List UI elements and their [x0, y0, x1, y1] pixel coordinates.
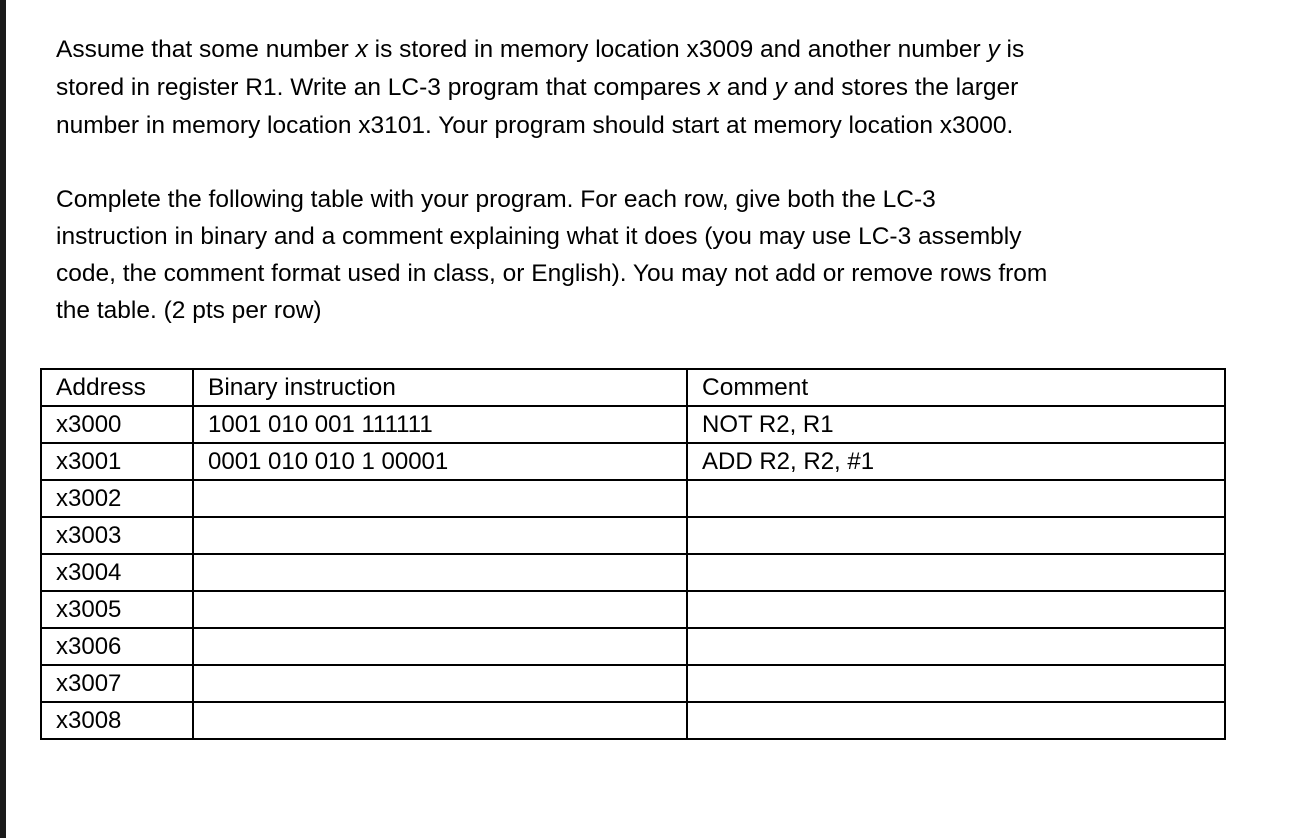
table-row — [41, 554, 1225, 591]
question-paragraph-1 — [56, 31, 1236, 145]
variable-y: y — [987, 36, 1000, 63]
binary-cell[interactable] — [193, 702, 687, 739]
binary-cell[interactable] — [193, 665, 687, 702]
variable-x: x — [355, 36, 368, 63]
table-row — [41, 591, 1225, 628]
comment-cell[interactable] — [687, 702, 1225, 739]
table-row — [41, 443, 1225, 480]
binary-cell[interactable] — [193, 480, 687, 517]
comment-cell[interactable] — [687, 554, 1225, 591]
address-cell: x3005 — [41, 591, 193, 628]
comment-cell[interactable] — [687, 628, 1225, 665]
binary-cell[interactable] — [193, 628, 687, 665]
binary-cell[interactable]: 1001 010 001 111111 — [193, 406, 687, 443]
program-table — [40, 368, 1226, 740]
window-left-edge — [0, 0, 6, 838]
table-header-row — [41, 369, 1225, 406]
comment-cell[interactable] — [687, 591, 1225, 628]
table-row — [41, 628, 1225, 665]
address-cell: x3003 — [41, 517, 193, 554]
table-row — [41, 406, 1225, 443]
comment-cell[interactable]: ADD R2, R2, #1 — [687, 443, 1225, 480]
question-paragraph-2 — [56, 181, 1236, 329]
paragraph-line: number in memory location x3101. Your program should start at memory location x3000. — [56, 112, 1014, 139]
address-cell: x3008 — [41, 702, 193, 739]
address-cell: x3001 — [41, 443, 193, 480]
comment-cell[interactable] — [687, 665, 1225, 702]
header-binary-instruction: Binary instruction — [193, 369, 687, 406]
table-row — [41, 702, 1225, 739]
address-cell: x3002 — [41, 480, 193, 517]
address-cell: x3007 — [41, 665, 193, 702]
table-row — [41, 665, 1225, 702]
paragraph-line: Assume that some number x is stored in memory location x3009 and another number y is — [56, 36, 1025, 63]
paragraph-line: code, the comment format used in class, or English). You may not add or remove rows from — [56, 260, 1048, 287]
header-comment: Comment — [687, 369, 1225, 406]
address-cell: x3006 — [41, 628, 193, 665]
variable-x: x — [707, 74, 721, 101]
binary-cell[interactable]: 0001 010 010 1 00001 — [193, 443, 687, 480]
binary-cell[interactable] — [193, 591, 687, 628]
paragraph-line: stored in register R1. Write an LC-3 program that compares x and y and stores the larger — [56, 74, 1019, 101]
comment-cell[interactable] — [687, 480, 1225, 517]
table-row — [41, 480, 1225, 517]
header-address: Address — [41, 369, 193, 406]
paragraph-line: Complete the following table with your program. For each row, give both the LC-3 — [56, 186, 936, 213]
binary-cell[interactable] — [193, 517, 687, 554]
binary-cell[interactable] — [193, 554, 687, 591]
paragraph-line: instruction in binary and a comment explaining what it does (you may use LC-3 assembly — [56, 223, 1022, 250]
address-cell: x3000 — [41, 406, 193, 443]
table-row — [41, 517, 1225, 554]
variable-y: y — [774, 74, 787, 101]
comment-cell[interactable] — [687, 517, 1225, 554]
address-cell: x3004 — [41, 554, 193, 591]
comment-cell[interactable]: NOT R2, R1 — [687, 406, 1225, 443]
paragraph-line: the table. (2 pts per row) — [56, 297, 322, 324]
